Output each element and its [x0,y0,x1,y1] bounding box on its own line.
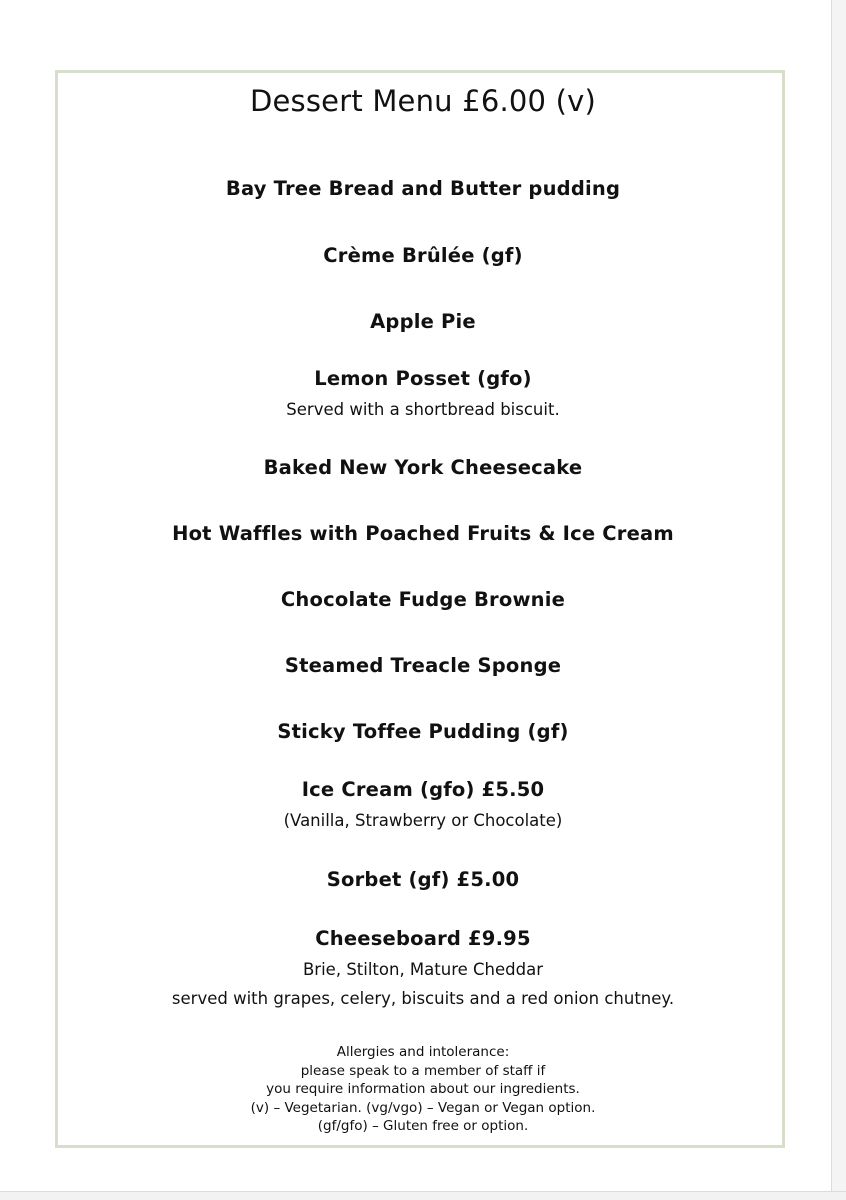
menu-item-sticky-toffee-pudding: Sticky Toffee Pudding (gf) [277,720,569,743]
menu-title: Dessert Menu £6.00 (v) [249,84,596,118]
menu-item-creme-brulee: Crème Brûlée (gf) [323,244,523,267]
menu-item-hot-waffles: Hot Waffles with Poached Fruits & Ice Cream [172,522,674,545]
menu-item-ice-cream: Ice Cream (gfo) £5.50 [301,778,545,801]
menu-item-ice-cream-description: (Vanilla, Strawberry or Chocolate) [283,811,563,830]
menu-item-treacle-sponge: Steamed Treacle Sponge [284,654,562,677]
allergy-note-line: Allergies and intolerance: [336,1044,510,1060]
menu-item-apple-pie: Apple Pie [370,310,476,333]
menu-item-lemon-posset: Lemon Posset (gfo) [314,367,532,390]
menu-item-bread-butter-pudding: Bay Tree Bread and Butter pudding [225,177,621,200]
allergy-note-line: you require information about our ingredients. [266,1081,580,1097]
menu-item-lemon-posset-description: Served with a shortbread biscuit. [286,400,560,419]
menu-item-cheeseboard-description: Brie, Stilton, Mature Cheddar [302,960,543,979]
menu-item-cheeseboard: Cheeseboard £9.95 [315,927,531,950]
allergy-note-line: (v) – Vegetarian. (vg/vgo) – Vegan or Vegan option. [250,1099,596,1116]
allergy-note-line: please speak to a member of staff if [300,1062,546,1079]
menu-item-chocolate-fudge-brownie: Chocolate Fudge Brownie [280,588,566,611]
allergy-note [0,1043,846,1136]
menu-item-sorbet: Sorbet (gf) £5.00 [326,868,520,891]
page-bottom-edge [0,1191,846,1200]
menu-item-cheesecake: Baked New York Cheesecake [263,456,583,479]
allergy-note-line: (gf/gfo) – Gluten free or option. [317,1118,529,1134]
menu-item-cheeseboard-description-2: served with grapes, celery, biscuits and a red onion chutney. [171,989,675,1008]
